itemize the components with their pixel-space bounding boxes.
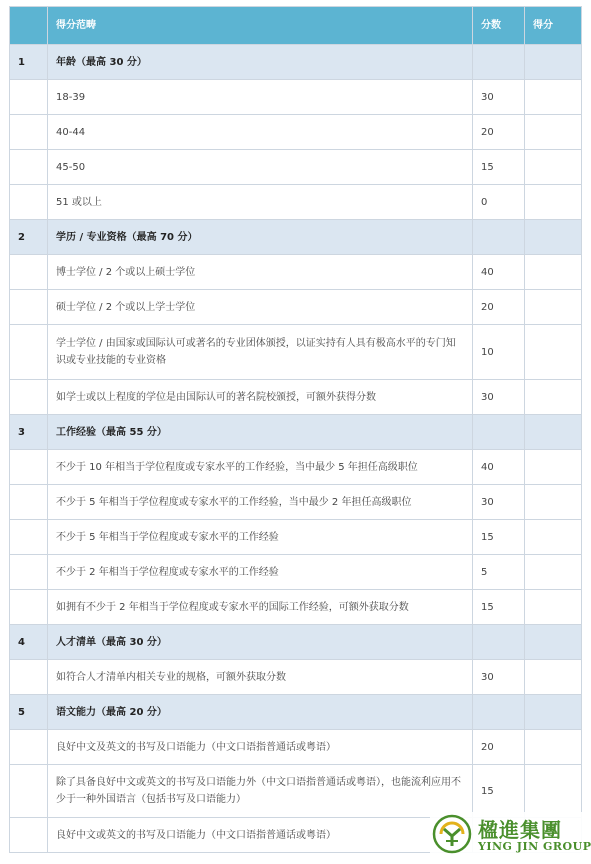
table-row <box>10 590 582 625</box>
row-criterion: 不少于 5 年相当于学位程度或专家水平的工作经验 <box>48 520 473 555</box>
table-row <box>10 80 582 115</box>
row-points: 30 <box>473 80 525 115</box>
table-row <box>10 255 582 290</box>
row-points: 30 <box>473 380 525 415</box>
table-row <box>10 290 582 325</box>
header-score-range: 得分范畴 <box>48 7 473 45</box>
row-points: 15 <box>473 590 525 625</box>
row-number-cell <box>10 555 48 590</box>
row-score <box>525 185 582 220</box>
row-number-cell <box>10 520 48 555</box>
row-points: 5 <box>473 555 525 590</box>
section-points-cell <box>473 45 525 80</box>
row-score <box>525 450 582 485</box>
row-points: 20 <box>473 730 525 765</box>
section-title: 年龄（最高 30 分） <box>48 45 473 80</box>
row-score <box>525 590 582 625</box>
row-score <box>525 255 582 290</box>
section-points-cell <box>473 695 525 730</box>
row-number-cell <box>10 765 48 818</box>
header-score: 得分 <box>525 7 582 45</box>
row-criterion: 除了具备良好中文或英文的书写及口语能力外（中文口语指普通话或粤语），也能流利应用不少于一种外国语言（包括书写及口语能力） <box>48 765 473 818</box>
row-points: 40 <box>473 450 525 485</box>
header-item-number <box>10 7 48 45</box>
row-score <box>525 150 582 185</box>
row-number-cell <box>10 485 48 520</box>
table-row <box>10 660 582 695</box>
section-score-cell <box>525 45 582 80</box>
row-criterion: 51 或以上 <box>48 185 473 220</box>
points-table <box>9 6 582 853</box>
table-row <box>10 185 582 220</box>
row-number-cell <box>10 730 48 765</box>
table-row <box>10 520 582 555</box>
row-number-cell <box>10 150 48 185</box>
section-title: 人才清单（最高 30 分） <box>48 625 473 660</box>
table-row <box>10 380 582 415</box>
row-criterion: 不少于 5 年相当于学位程度或专家水平的工作经验，当中最少 2 年担任高级职位 <box>48 485 473 520</box>
row-points: 15 <box>473 150 525 185</box>
table-header-row <box>10 7 582 45</box>
row-points: 20 <box>473 290 525 325</box>
row-score <box>525 660 582 695</box>
row-number-cell <box>10 590 48 625</box>
row-points: 0 <box>473 185 525 220</box>
section-score-cell <box>525 625 582 660</box>
row-score <box>525 380 582 415</box>
logo-emblem-icon <box>432 814 472 854</box>
row-score <box>525 325 582 380</box>
row-points: 15 <box>473 520 525 555</box>
section-number: 5 <box>10 695 48 730</box>
row-criterion: 40-44 <box>48 115 473 150</box>
section-number: 4 <box>10 625 48 660</box>
section-score-cell <box>525 220 582 255</box>
row-number-cell <box>10 660 48 695</box>
row-criterion: 如拥有不少于 2 年相当于学位程度或专家水平的国际工作经验，可额外获取分数 <box>48 590 473 625</box>
row-criterion: 不少于 2 年相当于学位程度或专家水平的工作经验 <box>48 555 473 590</box>
row-score <box>525 730 582 765</box>
row-criterion: 45-50 <box>48 150 473 185</box>
row-number-cell <box>10 818 48 853</box>
row-points: 15 <box>473 765 525 818</box>
company-logo <box>430 812 591 860</box>
row-criterion: 良好中文或英文的书写及口语能力（中文口语指普通话或粤语） <box>48 818 473 853</box>
section-row-education <box>10 220 582 255</box>
row-number-cell <box>10 290 48 325</box>
row-score <box>525 555 582 590</box>
row-points: 40 <box>473 255 525 290</box>
header-points: 分数 <box>473 7 525 45</box>
row-points: 20 <box>473 115 525 150</box>
row-number-cell <box>10 325 48 380</box>
table-row <box>10 115 582 150</box>
table-row <box>10 765 582 818</box>
table-row <box>10 450 582 485</box>
table-row <box>10 325 582 380</box>
section-points-cell <box>473 415 525 450</box>
section-number: 3 <box>10 415 48 450</box>
section-title: 工作经验（最高 55 分） <box>48 415 473 450</box>
section-row-age <box>10 45 582 80</box>
table-row <box>10 555 582 590</box>
section-row-talent-list <box>10 625 582 660</box>
row-number-cell <box>10 80 48 115</box>
section-row-language <box>10 695 582 730</box>
row-criterion: 不少于 10 年相当于学位程度或专家水平的工作经验，当中最少 5 年担任高级职位 <box>48 450 473 485</box>
logo-name-cn: 楹進集團 <box>478 818 562 842</box>
row-criterion: 硕士学位 / 2 个或以上学士学位 <box>48 290 473 325</box>
section-title: 学历 / 专业资格（最高 70 分） <box>48 220 473 255</box>
section-title: 语文能力（最高 20 分） <box>48 695 473 730</box>
row-points: 10 <box>473 325 525 380</box>
row-number-cell <box>10 255 48 290</box>
row-points: 30 <box>473 660 525 695</box>
section-row-work-experience <box>10 415 582 450</box>
section-number: 1 <box>10 45 48 80</box>
row-number-cell <box>10 115 48 150</box>
row-score <box>525 485 582 520</box>
row-points: 30 <box>473 485 525 520</box>
section-points-cell <box>473 625 525 660</box>
row-criterion: 18-39 <box>48 80 473 115</box>
section-points-cell <box>473 220 525 255</box>
section-score-cell <box>525 695 582 730</box>
row-score <box>525 80 582 115</box>
row-score <box>525 290 582 325</box>
row-score <box>525 115 582 150</box>
row-score <box>525 765 582 818</box>
logo-name-en: YING JIN GROUP <box>478 840 591 853</box>
row-number-cell <box>10 380 48 415</box>
row-criterion: 良好中文及英文的书写及口语能力（中文口语指普通话或粤语） <box>48 730 473 765</box>
table-row <box>10 485 582 520</box>
row-number-cell <box>10 185 48 220</box>
section-score-cell <box>525 415 582 450</box>
row-score <box>525 520 582 555</box>
table-row <box>10 730 582 765</box>
row-criterion: 如符合人才清单内相关专业的规格，可额外获取分数 <box>48 660 473 695</box>
row-criterion: 博士学位 / 2 个或以上硕士学位 <box>48 255 473 290</box>
row-number-cell <box>10 450 48 485</box>
table-row <box>10 150 582 185</box>
row-criterion: 学士学位 / 由国家或国际认可或著名的专业团体颁授，以证实持有人具有极高水平的专门知识或专业技能的专业资格 <box>48 325 473 380</box>
section-number: 2 <box>10 220 48 255</box>
row-criterion: 如学士或以上程度的学位是由国际认可的著名院校颁授，可额外获得分数 <box>48 380 473 415</box>
